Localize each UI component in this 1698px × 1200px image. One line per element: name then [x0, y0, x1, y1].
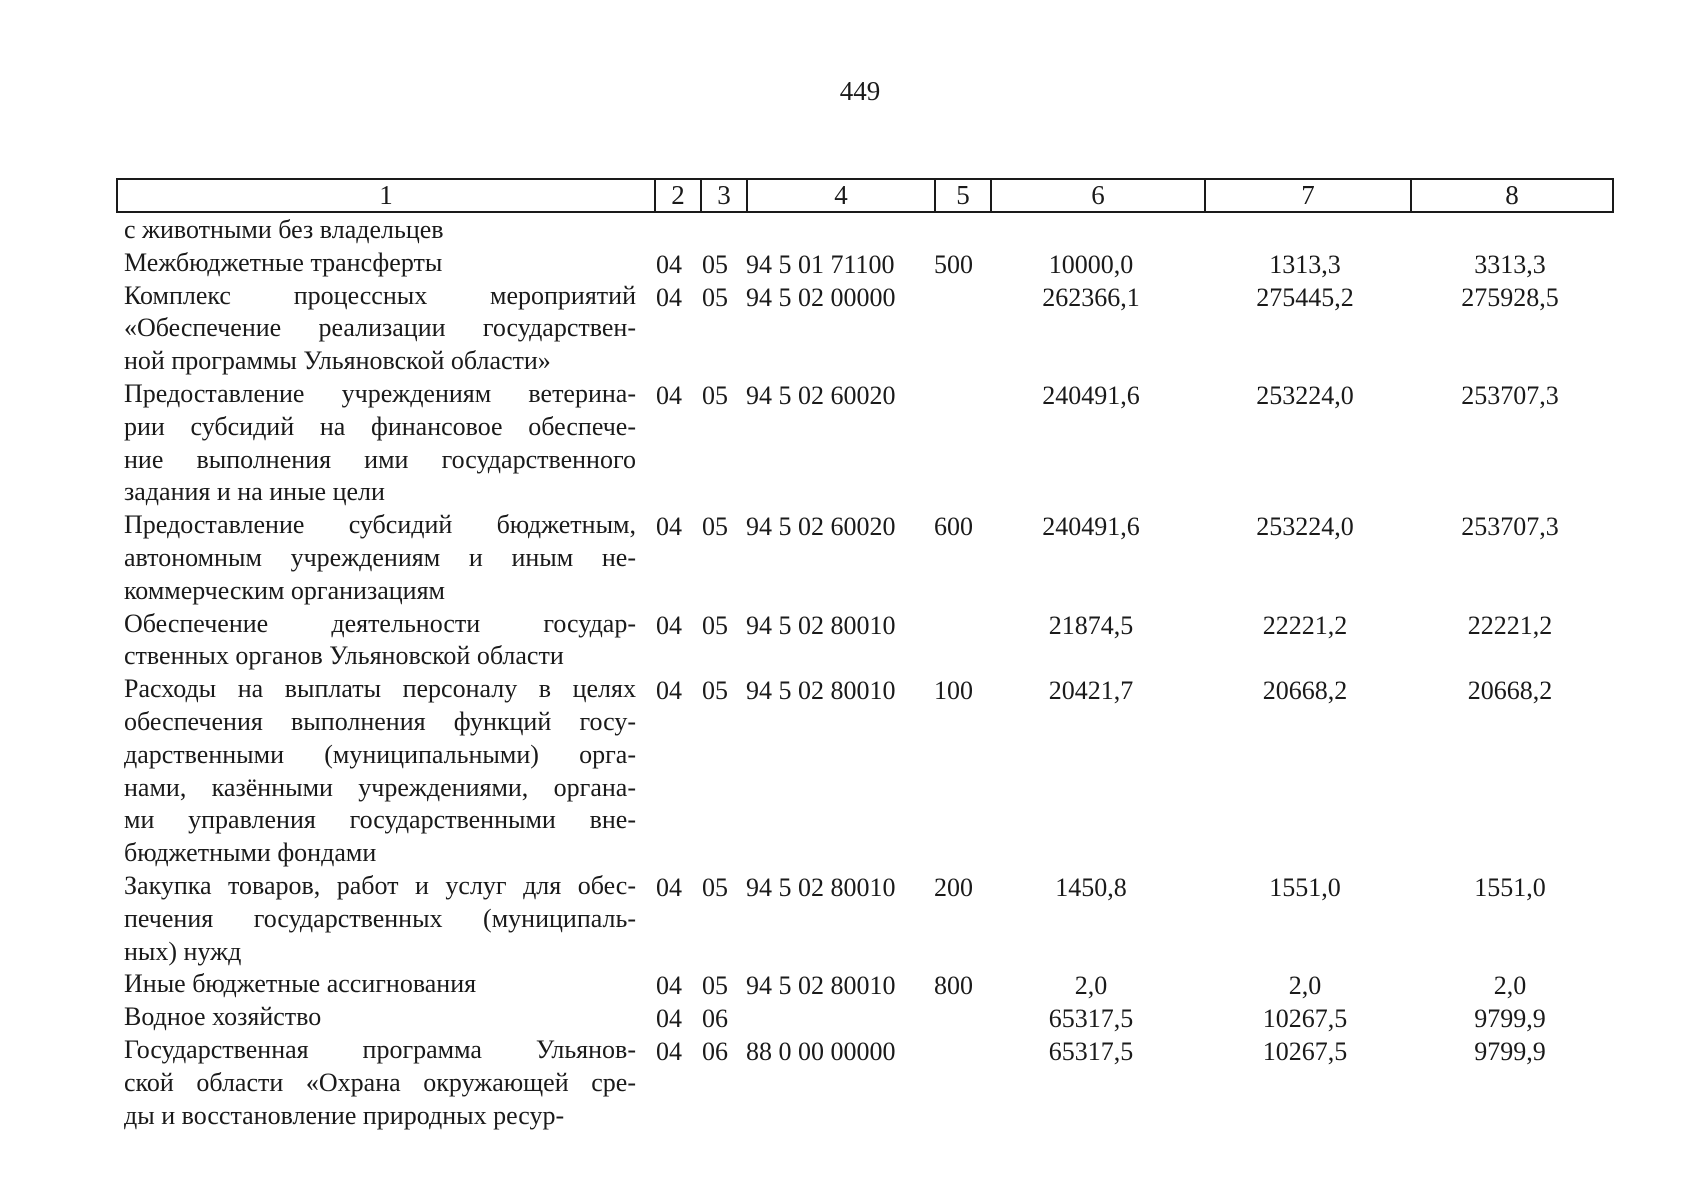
row-description-line: «Обеспечение реализации государствен- [124, 313, 636, 343]
cell-c8: 22221,2 [1467, 610, 1553, 640]
row-description-line: Закупка товаров, работ и услуг для обес- [124, 870, 636, 900]
cell-c2: 04 [656, 1004, 682, 1034]
cell-c2: 04 [656, 380, 682, 410]
cell-c5: 500 [934, 249, 973, 279]
cell-c7: 10267,5 [1262, 1004, 1348, 1034]
cell-c7: 20668,2 [1262, 676, 1348, 706]
cell-c8: 20668,2 [1467, 676, 1553, 706]
table-body [0, 214, 1698, 1132]
cell-c3: 05 [702, 610, 728, 640]
cell-c4: 94 5 01 71100 [746, 249, 895, 279]
table-row [0, 509, 1698, 607]
row-description-line: обеспечения выполнения функций госу- [124, 706, 636, 736]
cell-c8: 253707,3 [1461, 380, 1559, 410]
table-row [0, 214, 1698, 247]
table-row [0, 1034, 1698, 1132]
row-description-line: дарственными (муниципальными) орга- [124, 739, 636, 769]
row-description-line: печения государственных (муниципаль- [124, 903, 636, 933]
cell-c6: 20421,7 [1048, 676, 1134, 706]
row-description-line: Иные бюджетные ассигнования [124, 969, 477, 999]
header-col-2: 2 [654, 180, 700, 211]
cell-c4: 94 5 02 60020 [746, 380, 896, 410]
cell-c3: 05 [702, 676, 728, 706]
row-description-line: Водное хозяйство [124, 1002, 322, 1032]
table-row [0, 608, 1698, 674]
cell-c6: 240491,6 [1042, 380, 1140, 410]
table-row [0, 247, 1698, 280]
table-row [0, 968, 1698, 1001]
header-col-3: 3 [700, 180, 746, 211]
cell-c3: 06 [702, 1004, 728, 1034]
row-description-line: Обеспечение деятельности государ- [124, 608, 636, 638]
cell-c6: 10000,0 [1048, 249, 1134, 279]
cell-c4: 94 5 02 60020 [746, 512, 896, 542]
cell-c4: 94 5 02 00000 [746, 282, 896, 312]
cell-c6: 262366,1 [1042, 282, 1140, 312]
row-description-line: ской области «Охрана окружающей сре- [124, 1067, 636, 1097]
cell-c3: 06 [702, 1036, 728, 1066]
cell-c6: 240491,6 [1042, 512, 1140, 542]
cell-c2: 04 [656, 249, 682, 279]
table-row [0, 673, 1698, 870]
header-col-6: 6 [990, 180, 1204, 211]
cell-c2: 04 [656, 1036, 682, 1066]
cell-c8: 2,0 [1493, 971, 1527, 1001]
cell-c2: 04 [656, 610, 682, 640]
cell-c7: 2,0 [1288, 971, 1322, 1001]
cell-c4: 94 5 02 80010 [746, 971, 896, 1001]
row-description-line: нами, казёнными учреждениями, органа- [124, 772, 636, 802]
header-col-8: 8 [1410, 180, 1612, 211]
header-col-5: 5 [934, 180, 990, 211]
row-description-line: ние выполнения ими государственного [124, 444, 636, 474]
cell-c8: 3313,3 [1474, 249, 1546, 279]
cell-c5: 200 [934, 872, 973, 902]
row-description-line: бюджетными фондами [124, 838, 377, 868]
cell-c7: 253224,0 [1256, 512, 1354, 542]
row-description-line: Комплекс процессных мероприятий [124, 280, 636, 310]
cell-c6: 21874,5 [1048, 610, 1134, 640]
table-header [116, 178, 1614, 213]
cell-c7: 253224,0 [1256, 380, 1354, 410]
table-row [0, 870, 1698, 968]
row-description-line: ных) нужд [124, 936, 242, 966]
page-number: 449 [839, 76, 881, 106]
cell-c7: 1313,3 [1269, 249, 1341, 279]
cell-c6: 65317,5 [1048, 1004, 1134, 1034]
cell-c3: 05 [702, 512, 728, 542]
header-col-4: 4 [746, 180, 934, 211]
row-description-line: ми управления государственными вне- [124, 805, 636, 835]
row-description-line: ственных органов Ульяновской области [124, 641, 564, 671]
cell-c7: 275445,2 [1256, 282, 1354, 312]
row-description-line: коммерческим организациям [124, 575, 446, 605]
cell-c8: 9799,9 [1474, 1036, 1546, 1066]
table-row [0, 1001, 1698, 1034]
cell-c3: 05 [702, 872, 728, 902]
table-row [0, 280, 1698, 378]
row-description-line: автономным учреждениям и иным не- [124, 542, 636, 572]
cell-c8: 253707,3 [1461, 512, 1559, 542]
header-col-7: 7 [1204, 180, 1410, 211]
cell-c4: 94 5 02 80010 [746, 676, 896, 706]
row-description-line: с животными без владельцев [124, 215, 444, 244]
row-description-line: Межбюджетные трансферты [124, 247, 443, 277]
row-description-line: ды и восстановление природных ресур- [124, 1100, 565, 1130]
cell-c3: 05 [702, 249, 728, 279]
table-row [0, 378, 1698, 509]
cell-c7: 22221,2 [1262, 610, 1348, 640]
cell-c2: 04 [656, 971, 682, 1001]
cell-c3: 05 [702, 282, 728, 312]
row-description-line: Расходы на выплаты персоналу в целях [124, 674, 636, 704]
cell-c5: 600 [934, 512, 973, 542]
cell-c7: 10267,5 [1262, 1036, 1348, 1066]
row-description-line: Государственная программа Ульянов- [124, 1034, 636, 1064]
cell-c7: 1551,0 [1269, 872, 1341, 902]
cell-c8: 9799,9 [1474, 1004, 1546, 1034]
cell-c5: 100 [934, 676, 973, 706]
cell-c3: 05 [702, 971, 728, 1001]
row-description-line: Предоставление учреждениям ветерина- [124, 378, 636, 408]
cell-c6: 65317,5 [1048, 1036, 1134, 1066]
row-description-line: Предоставление субсидий бюджетным, [124, 510, 636, 540]
cell-c2: 04 [656, 512, 682, 542]
row-description-line: задания и на иные цели [124, 477, 385, 507]
cell-c2: 04 [656, 282, 682, 312]
header-col-1: 1 [379, 180, 393, 210]
cell-c2: 04 [656, 872, 682, 902]
cell-c3: 05 [702, 380, 728, 410]
row-description-line: рии субсидий на финансовое обеспече- [124, 411, 636, 441]
cell-c2: 04 [656, 676, 682, 706]
cell-c6: 1450,8 [1055, 872, 1127, 902]
cell-c8: 1551,0 [1474, 872, 1546, 902]
row-description-line: ной программы Ульяновской области» [124, 346, 551, 376]
cell-c4: 94 5 02 80010 [746, 872, 896, 902]
cell-c8: 275928,5 [1461, 282, 1559, 312]
cell-c4: 94 5 02 80010 [746, 610, 896, 640]
cell-c4: 88 0 00 00000 [746, 1036, 896, 1066]
cell-c5: 800 [934, 971, 973, 1001]
cell-c6: 2,0 [1074, 971, 1108, 1001]
